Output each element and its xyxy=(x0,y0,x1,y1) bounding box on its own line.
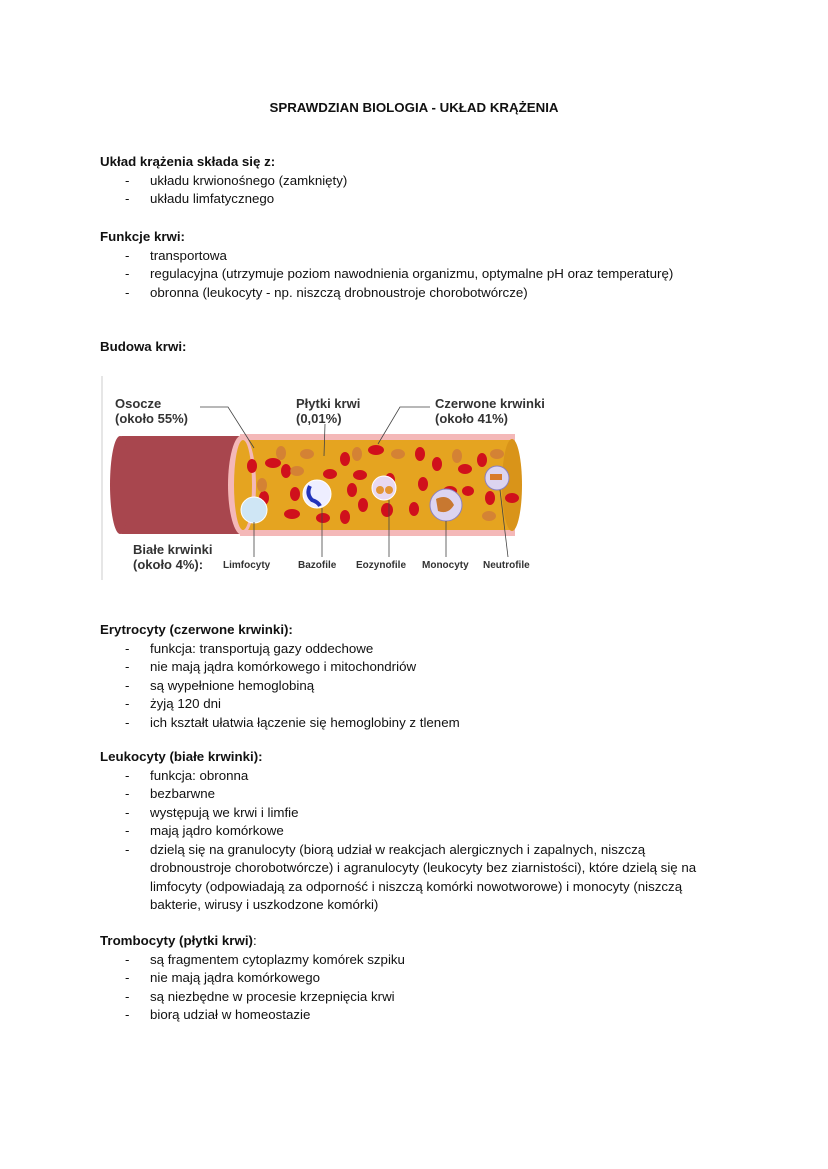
section-trombocyty xyxy=(100,932,740,1025)
section-uklad-krazenia xyxy=(100,153,740,209)
list-item: - są wypełnione hemoglobiną xyxy=(125,677,315,693)
label-biale-krwinki: Białe krwinki (około 4%): xyxy=(133,542,213,572)
section-heading: Budowa krwi: xyxy=(100,339,187,354)
list-item: - obronna (leukocyty - np. niszczą drobnoustroje chorobotwórcze) xyxy=(125,284,528,300)
list-item: - są niezbędne w procesie krzepnięcia krwi xyxy=(125,988,395,1004)
list-item: - dzielą się na granulocyty (biorą udział w reakcjach alergicznych i zapalnych, niszczą drobnoustroje chorobotwórcze) i agranulocyty (leukocyty bez ziarnistości), które dzielą się na limfocyty (odpowiadają za odporność i niszczą komórki nowotworowe) i monocyty (niszczą bakterie, wirusy i uszkodzone komórki) xyxy=(125,841,697,912)
list-item: - funkcja: obronna xyxy=(125,767,249,783)
section-funkcje-krwi xyxy=(100,228,740,302)
section-budowa-krwi xyxy=(100,338,740,357)
blood-composition-diagram xyxy=(100,374,560,582)
section-erytrocyty xyxy=(100,621,740,732)
label-monocyty: Monocyty xyxy=(422,560,469,571)
list-item: - układu limfatycznego xyxy=(125,191,275,206)
label-eozynofile: Eozynofile xyxy=(356,560,407,571)
label-czerwone-krwinki: Czerwone krwinki (około 41%) xyxy=(435,396,545,426)
section-heading: Trombocyty (płytki krwi): xyxy=(100,933,257,948)
list-item: - regulacyjna (utrzymuje poziom nawodnienia organizmu, optymalne pH oraz temperaturę) xyxy=(125,266,674,281)
list-item: - nie mają jądra komórkowego i mitochondriów xyxy=(125,659,417,674)
label-osocze: Osocze (około 55%) xyxy=(115,396,188,426)
section-heading: Funkcje krwi: xyxy=(100,229,185,244)
list-item: - nie mają jądra komórkowego xyxy=(125,970,320,985)
list-item: - mają jądro komórkowe xyxy=(125,823,284,838)
list-item: - układu krwionośnego (zamknięty) xyxy=(125,172,348,188)
section-heading: Leukocyty (białe krwinki): xyxy=(100,749,263,764)
list-item: - transportowa xyxy=(125,247,227,263)
page-title: SPRAWDZIAN BIOLOGIA - UKŁAD KRĄŻENIA xyxy=(269,100,559,115)
label-plytki-krwi: Płytki krwi (0,01%) xyxy=(296,396,361,426)
section-heading: Układ krążenia składa się z: xyxy=(100,154,276,169)
label-limfocyty: Limfocyty xyxy=(223,560,271,571)
list-item: - ich kształt ułatwia łączenie się hemoglobiny z tlenem xyxy=(125,714,460,730)
list-item: - biorą udział w homeostazie xyxy=(125,1007,311,1022)
list-item: - funkcja: transportują gazy oddechowe xyxy=(125,640,374,656)
section-leukocyty xyxy=(100,748,740,915)
label-neutrofile: Neutrofile xyxy=(483,560,530,571)
section-heading: Erytrocyty (czerwone krwinki): xyxy=(100,622,293,637)
list-item: - bezbarwne xyxy=(125,786,216,801)
list-item: - żyją 120 dni xyxy=(125,696,221,711)
list-item: - są fragmentem cytoplazmy komórek szpiku xyxy=(125,951,405,967)
label-bazofile: Bazofile xyxy=(298,560,337,571)
list-item: - występują we krwi i limfie xyxy=(125,804,299,820)
